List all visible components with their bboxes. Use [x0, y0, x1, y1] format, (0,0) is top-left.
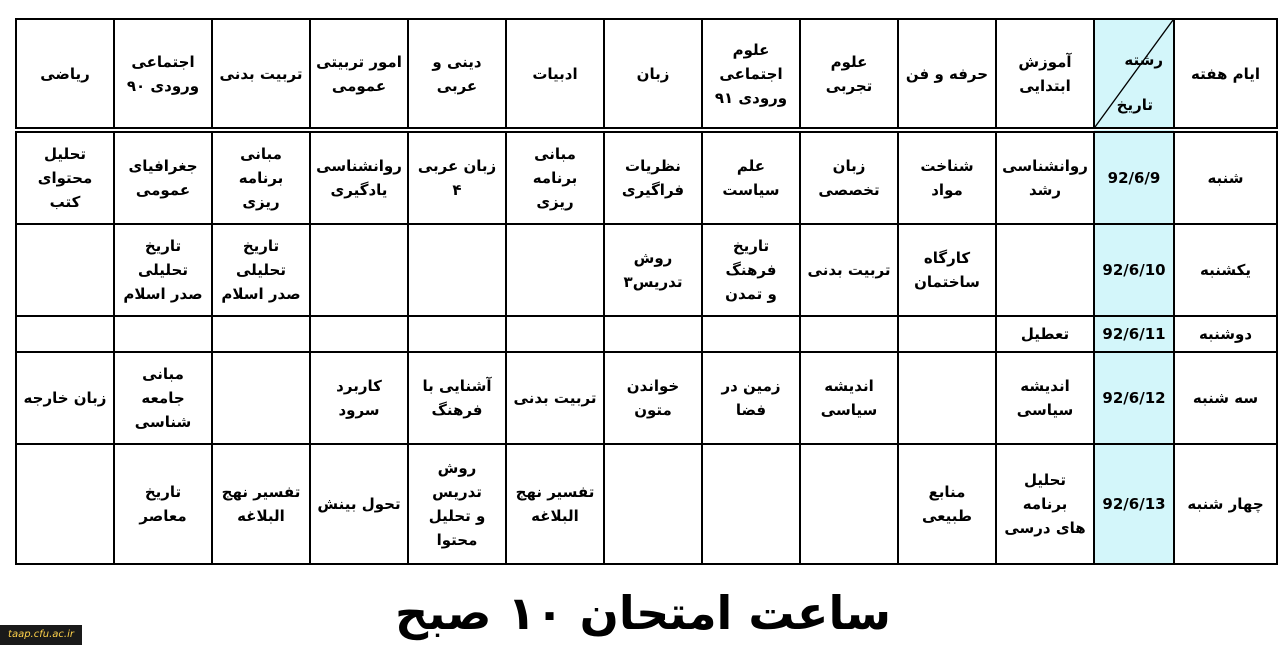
day-cell: سه شنبه [1174, 352, 1277, 444]
course-cell [702, 316, 800, 351]
course-cell [310, 224, 408, 316]
course-cell: زبان تخصصی [800, 130, 898, 224]
course-cell: تحلیل برنامه های درسی [996, 444, 1094, 564]
course-cell: روش تدریس و تحلیل محتوا [408, 444, 506, 564]
header-field-date-diagonal [1094, 19, 1174, 130]
course-cell: روانشناسی یادگیری [310, 130, 408, 224]
header-field-label: رشته [1124, 51, 1163, 69]
course-cell: مبانی جامعه شناسی [114, 352, 212, 444]
header-col: امور تربیتی عمومی [310, 19, 408, 130]
exam-time-footer: ساعت امتحان ۱۰ صبح [395, 586, 891, 640]
header-row [16, 19, 1277, 130]
date-cell: 92/6/10 [1094, 224, 1174, 316]
header-col: زبان [604, 19, 702, 130]
day-cell: دوشنبه [1174, 316, 1277, 351]
table-row [16, 224, 1277, 316]
course-cell [506, 316, 604, 351]
exam-schedule-table [15, 18, 1278, 565]
course-cell: تاریخ تحلیلی صدر اسلام [212, 224, 310, 316]
course-cell [408, 316, 506, 351]
course-cell: تاریخ تحلیلی صدر اسلام [114, 224, 212, 316]
course-cell: منابع طبیعی [898, 444, 996, 564]
course-cell: کارگاه ساختمان [898, 224, 996, 316]
day-cell: چهار شنبه [1174, 444, 1277, 564]
course-cell: کاربرد سرود [310, 352, 408, 444]
course-cell: اندیشه سیاسی [800, 352, 898, 444]
course-cell: روانشناسی رشد [996, 130, 1094, 224]
course-cell [800, 444, 898, 564]
course-cell [16, 444, 114, 564]
course-cell [408, 224, 506, 316]
course-cell: تاریخ فرهنگ و تمدن [702, 224, 800, 316]
course-cell: تربیت بدنی [506, 352, 604, 444]
course-cell [16, 224, 114, 316]
day-cell: یکشنبه [1174, 224, 1277, 316]
course-cell: تحلیل محتوای کتب [16, 130, 114, 224]
course-cell [16, 316, 114, 351]
date-cell: 92/6/13 [1094, 444, 1174, 564]
header-col: دینی و عربی [408, 19, 506, 130]
course-cell [702, 444, 800, 564]
course-cell: نظریات فراگیری [604, 130, 702, 224]
course-cell: تاریخ معاصر [114, 444, 212, 564]
course-cell [604, 444, 702, 564]
course-cell: زبان عربی ۴ [408, 130, 506, 224]
course-cell [898, 352, 996, 444]
course-cell [506, 224, 604, 316]
date-cell: 92/6/9 [1094, 130, 1174, 224]
course-cell: آشنایی با فرهنگ [408, 352, 506, 444]
course-cell [212, 352, 310, 444]
course-cell: زمین در فضا [702, 352, 800, 444]
header-col: ریاضی [16, 19, 114, 130]
table-row [16, 316, 1277, 351]
course-cell: مبانی برنامه ریزی [506, 130, 604, 224]
header-col: علوم اجتماعی ورودی ۹۱ [702, 19, 800, 130]
course-cell: تعطیل [996, 316, 1094, 351]
course-cell: تفسیر نهج البلاغه [506, 444, 604, 564]
header-days-of-week: ایام هفته [1174, 19, 1277, 130]
header-col: اجتماعی ورودی ۹۰ [114, 19, 212, 130]
header-col: علوم تجربی [800, 19, 898, 130]
date-cell: 92/6/11 [1094, 316, 1174, 351]
course-cell: شناخت مواد [898, 130, 996, 224]
course-cell: تفسیر نهج البلاغه [212, 444, 310, 564]
course-cell [310, 316, 408, 351]
header-col: حرفه و فن [898, 19, 996, 130]
course-cell: روش تدریس۳ [604, 224, 702, 316]
date-cell: 92/6/12 [1094, 352, 1174, 444]
course-cell: مبانی برنامه ریزی [212, 130, 310, 224]
course-cell: خواندن متون [604, 352, 702, 444]
table-row [16, 444, 1277, 564]
course-cell [996, 224, 1094, 316]
course-cell: تحول بینش [310, 444, 408, 564]
course-cell: جغرافیای عمومی [114, 130, 212, 224]
site-watermark: taap.cfu.ac.ir [0, 625, 82, 645]
course-cell [898, 316, 996, 351]
course-cell: زبان خارجه [16, 352, 114, 444]
course-cell: اندیشه سیاسی [996, 352, 1094, 444]
course-cell [800, 316, 898, 351]
header-col: آموزش ابتدایی [996, 19, 1094, 130]
course-cell [604, 316, 702, 351]
header-date-label: تاریخ [1116, 96, 1153, 114]
course-cell [212, 316, 310, 351]
table-row [16, 352, 1277, 444]
header-col: ادبیات [506, 19, 604, 130]
course-cell: علم سیاست [702, 130, 800, 224]
header-col: تربیت بدنی [212, 19, 310, 130]
course-cell [114, 316, 212, 351]
day-cell: شنبه [1174, 130, 1277, 224]
course-cell: تربیت بدنی [800, 224, 898, 316]
table-row [16, 130, 1277, 224]
